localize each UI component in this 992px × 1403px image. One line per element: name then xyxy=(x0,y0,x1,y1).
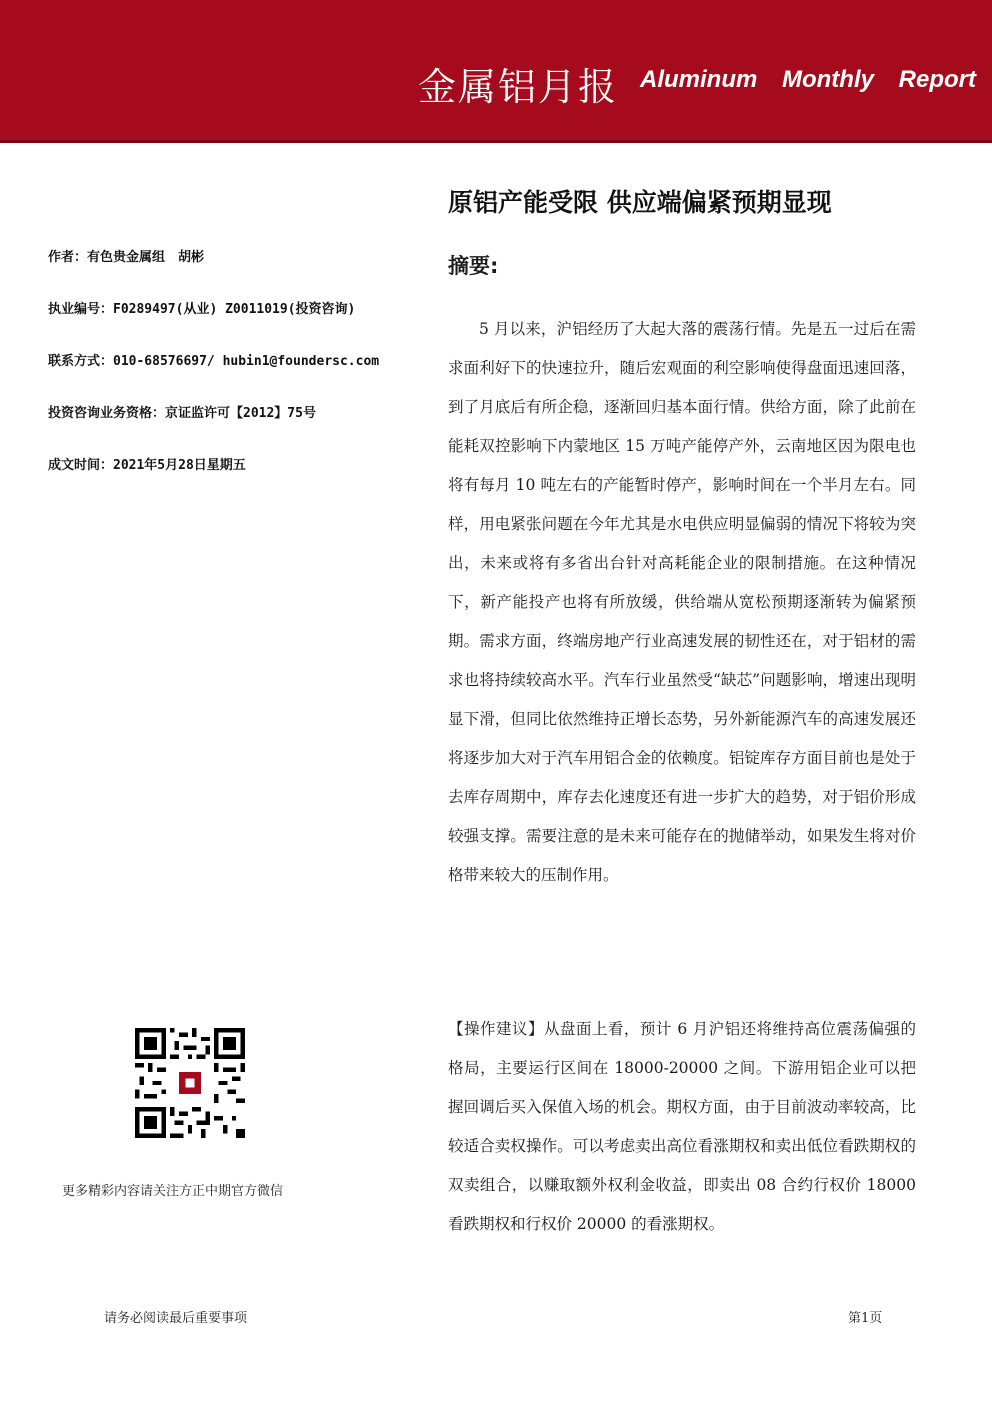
banner-title-en: Aluminum Monthly Report xyxy=(640,66,976,93)
date-line: 成文时间：2021年5月28日星期五 xyxy=(48,458,246,473)
qr-caption: 更多精彩内容请关注方正中期官方微信 xyxy=(62,1184,284,1199)
page-number: 第1页 xyxy=(848,1311,883,1326)
contact-line: 联系方式：010-68576697/ hubin1@foundersc.com xyxy=(48,354,380,369)
footer-notice: 请务必阅读最后重要事项 xyxy=(104,1311,248,1326)
abstract-heading: 摘要: xyxy=(448,254,499,278)
qualification-line: 投资咨询业务资格：京证监许可【2012】75号 xyxy=(48,406,316,421)
report-headline: 原铝产能受限 供应端偏紧预期显现 xyxy=(448,188,832,217)
wechat-qr-code xyxy=(135,1028,245,1138)
banner-title-cn: 金属铝月报 xyxy=(418,65,619,109)
report-banner xyxy=(0,0,992,143)
author-line: 作者：有色贵金属组 胡彬 xyxy=(48,250,205,265)
abstract-paragraph: 5 月以来，沪铝经历了大起大落的震荡行情。先是五一过后在需求面利好下的快速拉升，随后宏观面的利空影响使得盘面迅速回落，到了月底后有所企稳，逐渐回归基本面行情。供给方面，除了此前在能耗双控影响下内蒙地区 15 万吨产能停产外，云南地区因为限电也将有每月 10 吨左右的产能暂时停产，影响时间在一个半月左右。同样，用电紧张问题在今年尤其是水电供应明显偏弱的情况下将较为突出，未来或将有多省出台针对高耗能企业的限制措施。在这种情况下，新产能投产也将有所放缓，供给端从宽松预期逐渐转为偏紧预期。需求方面，终端房地产行业高速发展的韧性还在，对于铝材的需求也将持续较高水平。汽车行业虽然受“缺芯”问题影响，增速出现明显下滑，但同比依然维持正增长态势，另外新能源汽车的高速发展还将逐步加大对于汽车用铝合金的依赖度。铝锭库存方面目前也是处于去库存周期中，库存去化速度还有进一步扩大的趋势，对于铝价形成较强支撑。需要注意的是未来可能存在的抛储举动，如果发生将对价格带来较大的压制作用。 xyxy=(448,320,916,884)
operation-paragraph: 【操作建议】从盘面上看，预计 6 月沪铝还将维持高位震荡偏强的格局，主要运行区间在 18000-20000 之间。下游用铝企业可以把握回调后买入保值入场的机会。期权方面，由于目前波动率较高，比较适合卖权操作。可以考虑卖出高位看涨期权和卖出低位看跌期权的双卖组合，以赚取额外权利金收益，即卖出 08 合约行权价 18000 看跌期权和行权价 20000 的看涨期权。 xyxy=(448,1020,916,1233)
license-line: 执业编号：F0289497(从业) Z0011019(投资咨询) xyxy=(48,302,356,317)
